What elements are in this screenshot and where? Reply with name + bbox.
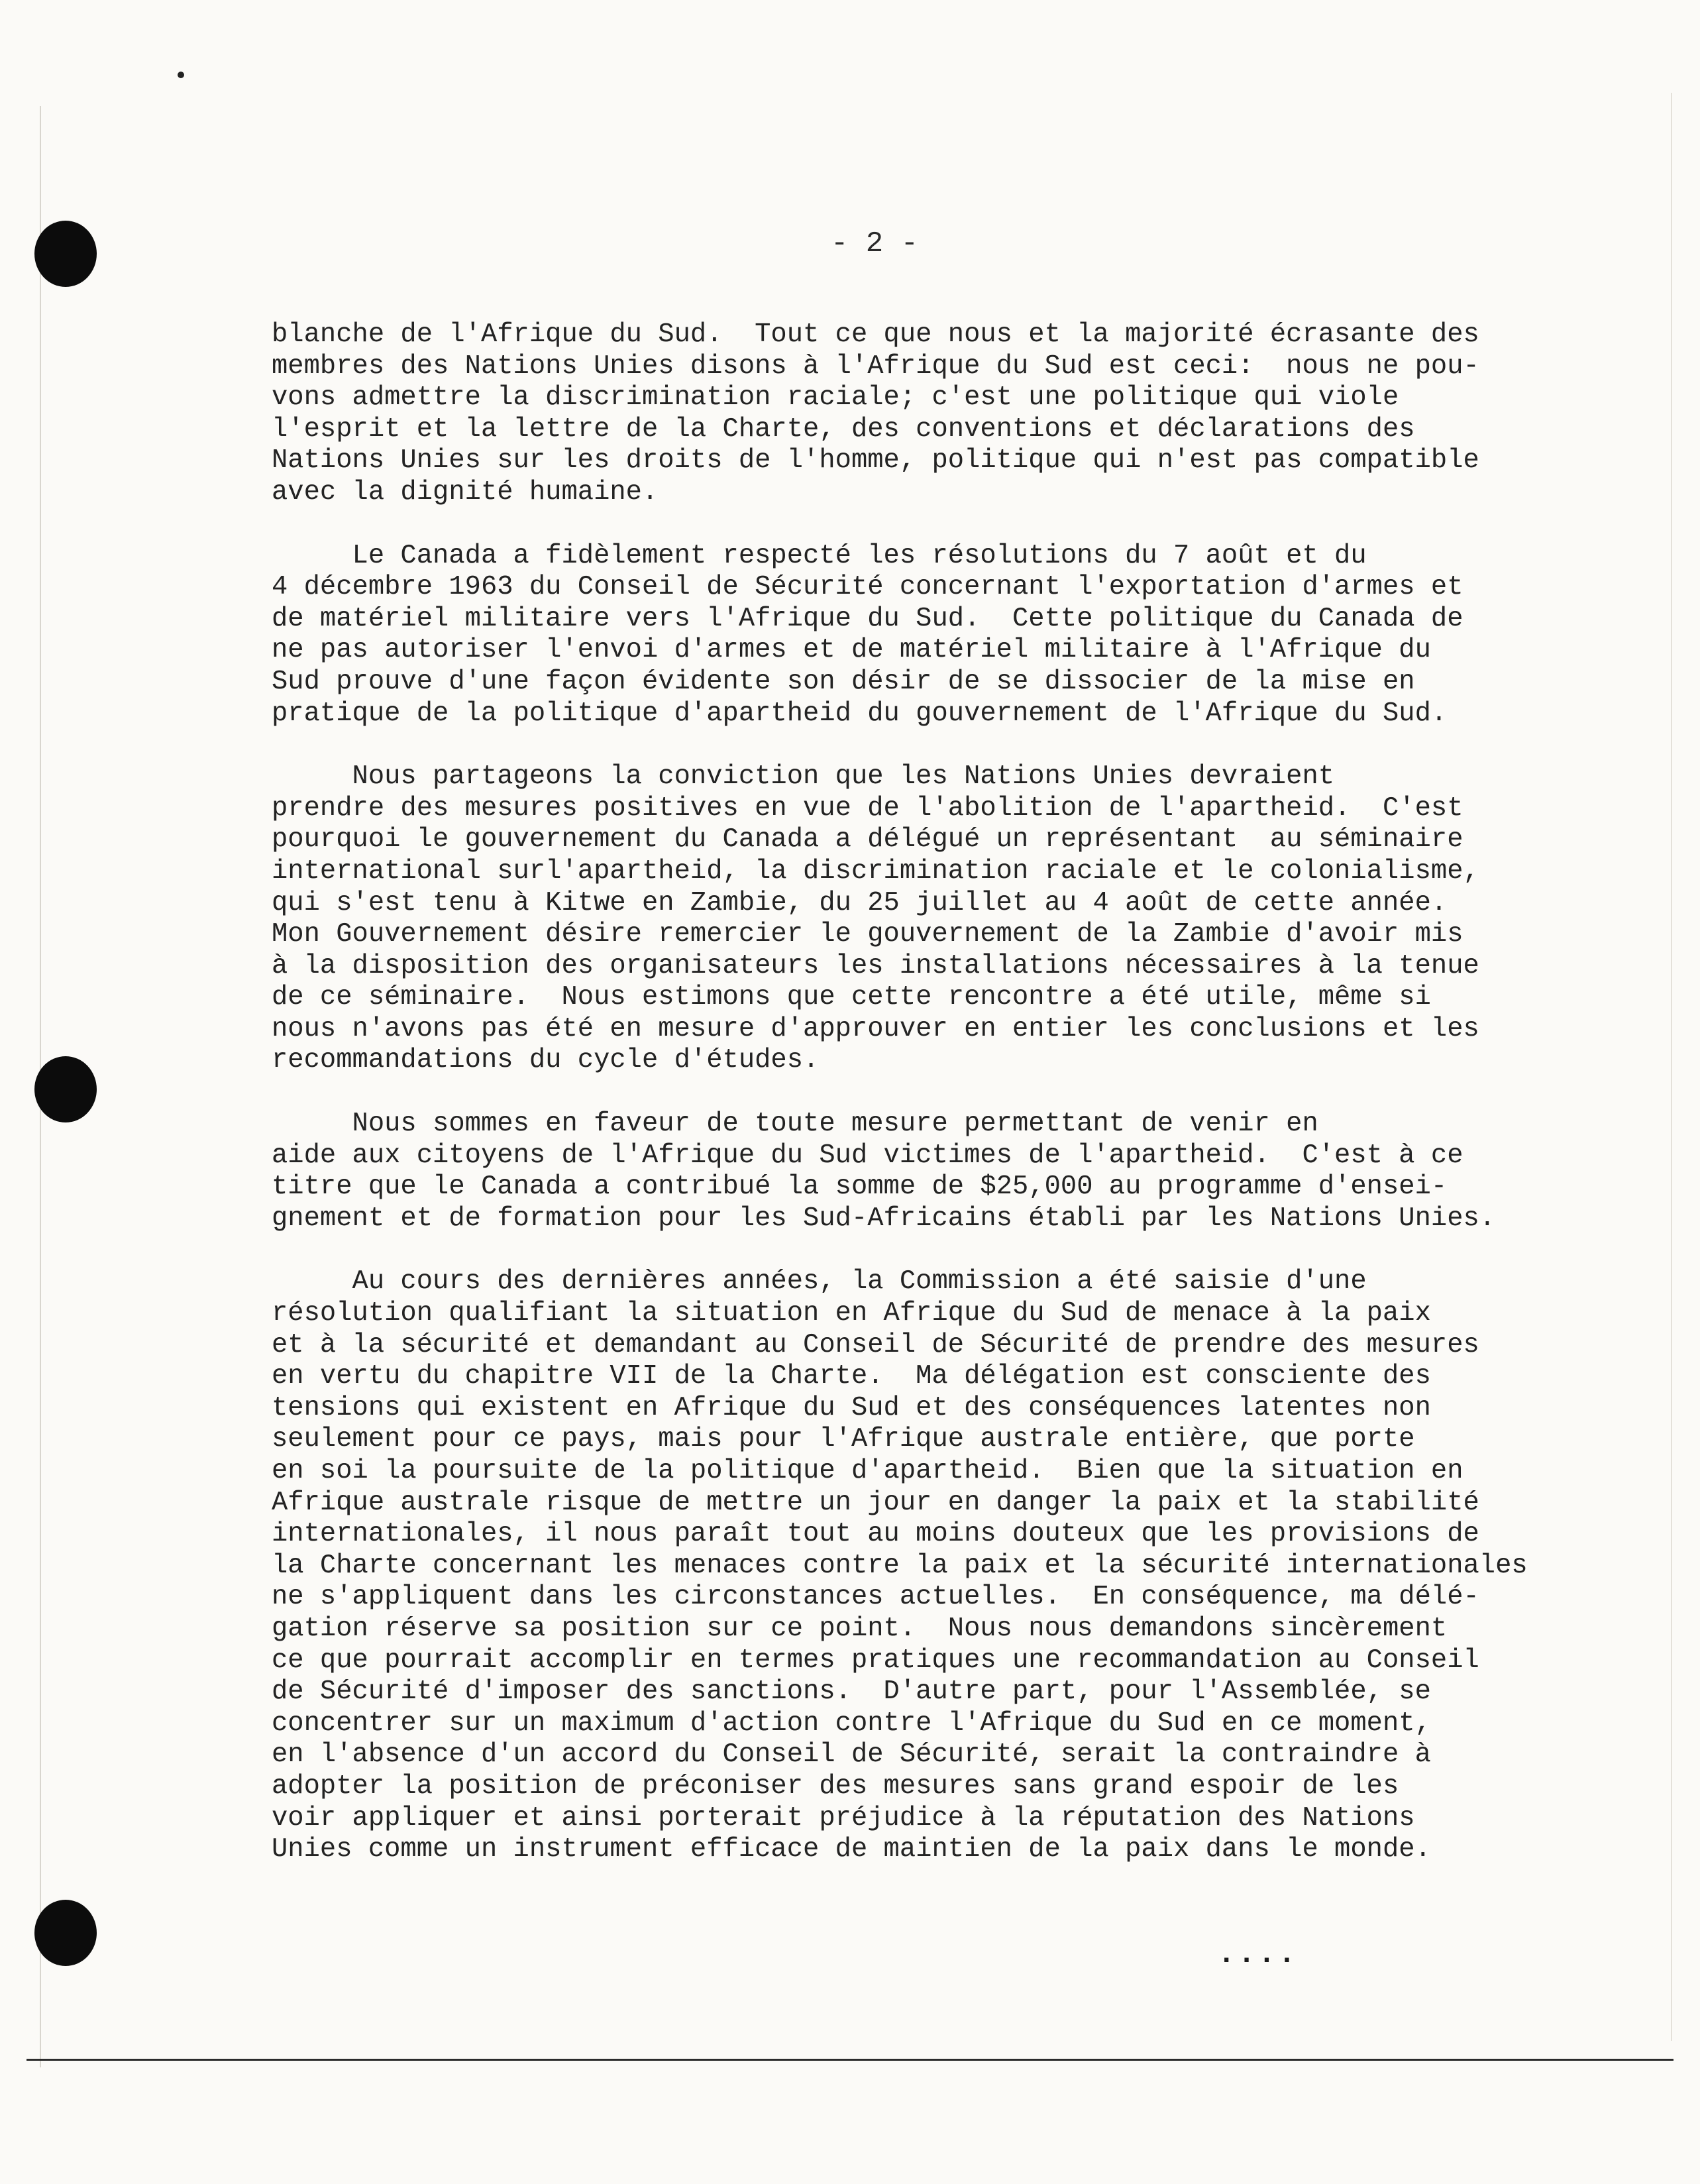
text-line: aide aux citoyens de l'Afrique du Sud victimes de l'apartheid. C'est à ce [272,1140,1463,1171]
text-line: Unies comme un instrument efficace de maintien de la paix dans le monde. [272,1834,1431,1865]
punch-hole-top [34,221,97,287]
text-line: gnement et de formation pour les Sud-Africains établi par les Nations Unies. [272,1203,1496,1234]
text-line: vons admettre la discrimination raciale; c'est une politique qui viole [272,382,1399,413]
text-line: Nous partageons la conviction que les Nations Unies devraient [272,761,1335,792]
text-line: Afrique australe risque de mettre un jour en danger la paix et la stabilité [272,1487,1479,1518]
text-line: et à la sécurité et demandant au Conseil de Sécurité de prendre des mesures [272,1329,1479,1360]
continuation-mark: .... [1218,1938,1299,1971]
text-line: pourquoi le gouvernement du Canada a délégué un représentant au séminaire [272,824,1463,855]
text-line: Nations Unies sur les droits de l'homme, politique qui n'est pas compatible [272,445,1479,476]
text-line: blanche de l'Afrique du Sud. Tout ce que nous et la majorité écrasante des [272,319,1479,350]
text-line: gation réserve sa position sur ce point. Nous nous demandons sincèrement [272,1613,1448,1644]
bottom-rule [27,2059,1673,2061]
text-line: Au cours des dernières années, la Commission a été saisie d'une [272,1266,1367,1297]
text-line: ce que pourrait accomplir en termes pratiques une recommandation au Conseil [272,1645,1479,1676]
text-line: qui s'est tenu à Kitwe en Zambie, du 25 juillet au 4 août de cette année. [272,887,1448,918]
text-line: internationales, il nous paraît tout au moins douteux que les provisions de [272,1519,1479,1550]
document-body [272,319,1528,1898]
text-line: la Charte concernant les menaces contre la paix et la sécurité internationales [272,1550,1528,1581]
paragraph [272,319,1497,509]
text-line: en l'absence d'un accord du Conseil de Sécurité, serait la contraindre à [272,1739,1431,1771]
paragraph [272,541,1497,730]
page-right-edge [1671,93,1672,2041]
text-line: 4 décembre 1963 du Conseil de Sécurité concernant l'exportation d'armes et [272,572,1463,603]
text-line: recommandations du cycle d'études. [272,1045,820,1076]
paragraph [272,1266,1528,1865]
text-line: international surl'apartheid, la discrimination raciale et le colonialisme, [272,855,1479,887]
text-line: l'esprit et la lettre de la Charte, des conventions et déclarations des [272,413,1415,445]
text-line: Mon Gouvernement désire remercier le gouvernement de la Zambie d'avoir mis [272,919,1463,950]
text-line: en vertu du chapitre VII de la Charte. Ma délégation est consciente des [272,1361,1431,1392]
text-line: Sud prouve d'une façon évidente son désir de se dissocier de la mise en [272,666,1415,697]
text-line: adopter la position de préconiser des mesures sans grand espoir de les [272,1771,1399,1802]
text-line: Le Canada a fidèlement respecté les résolutions du 7 août et du [272,540,1367,571]
punch-hole-bottom [34,1900,97,1966]
text-line: Nous sommes en faveur de toute mesure permettant de venir en [272,1109,1318,1140]
text-line: en soi la poursuite de la politique d'apartheid. Bien que la situation en [272,1456,1463,1486]
text-line: avec la dignité humaine. [272,476,659,508]
text-line: concentrer sur un maximum d'action contre l'Afrique du Sud en ce moment, [272,1708,1431,1739]
paragraph [272,761,1497,1077]
text-line: membres des Nations Unies disons à l'Afrique du Sud est ceci: nous ne pou- [272,351,1479,382]
text-line: de ce séminaire. Nous estimons que cette rencontre a été utile, même si [272,982,1431,1013]
text-line: nous n'avons pas été en mesure d'approuver en entier les conclusions et les [272,1013,1479,1044]
text-line: de Sécurité d'imposer des sanctions. D'autre part, pour l'Assemblée, se [272,1676,1431,1708]
text-line: de matériel militaire vers l'Afrique du Sud. Cette politique du Canada de [272,603,1463,634]
text-line: ne pas autoriser l'envoi d'armes et de matériel militaire à l'Afrique du [272,635,1431,666]
text-line: résolution qualifiant la situation en Afrique du Sud de menace à la paix [272,1298,1431,1329]
text-line: ne s'appliquent dans les circonstances actuelles. En conséquence, ma délé- [272,1582,1479,1613]
page-number: - 2 - [830,227,919,260]
text-line: pratique de la politique d'apartheid du gouvernement de l'Afrique du Sud. [272,698,1448,729]
paragraph [272,1109,1497,1234]
punch-hole-middle [34,1056,97,1122]
ink-speck [178,72,184,78]
text-line: tensions qui existent en Afrique du Sud et des conséquences latentes non [272,1392,1431,1423]
text-line: à la disposition des organisateurs les installations nécessaires à la tenue [272,950,1479,981]
text-line: prendre des mesures positives en vue de l'abolition de l'apartheid. C'est [272,792,1463,824]
text-line: voir appliquer et ainsi porterait préjudice à la réputation des Nations [272,1802,1415,1833]
text-line: titre que le Canada a contribué la somme de $25,000 au programme d'ensei- [272,1172,1448,1203]
text-line: seulement pour ce pays, mais pour l'Afrique australe entière, que porte [272,1424,1415,1455]
